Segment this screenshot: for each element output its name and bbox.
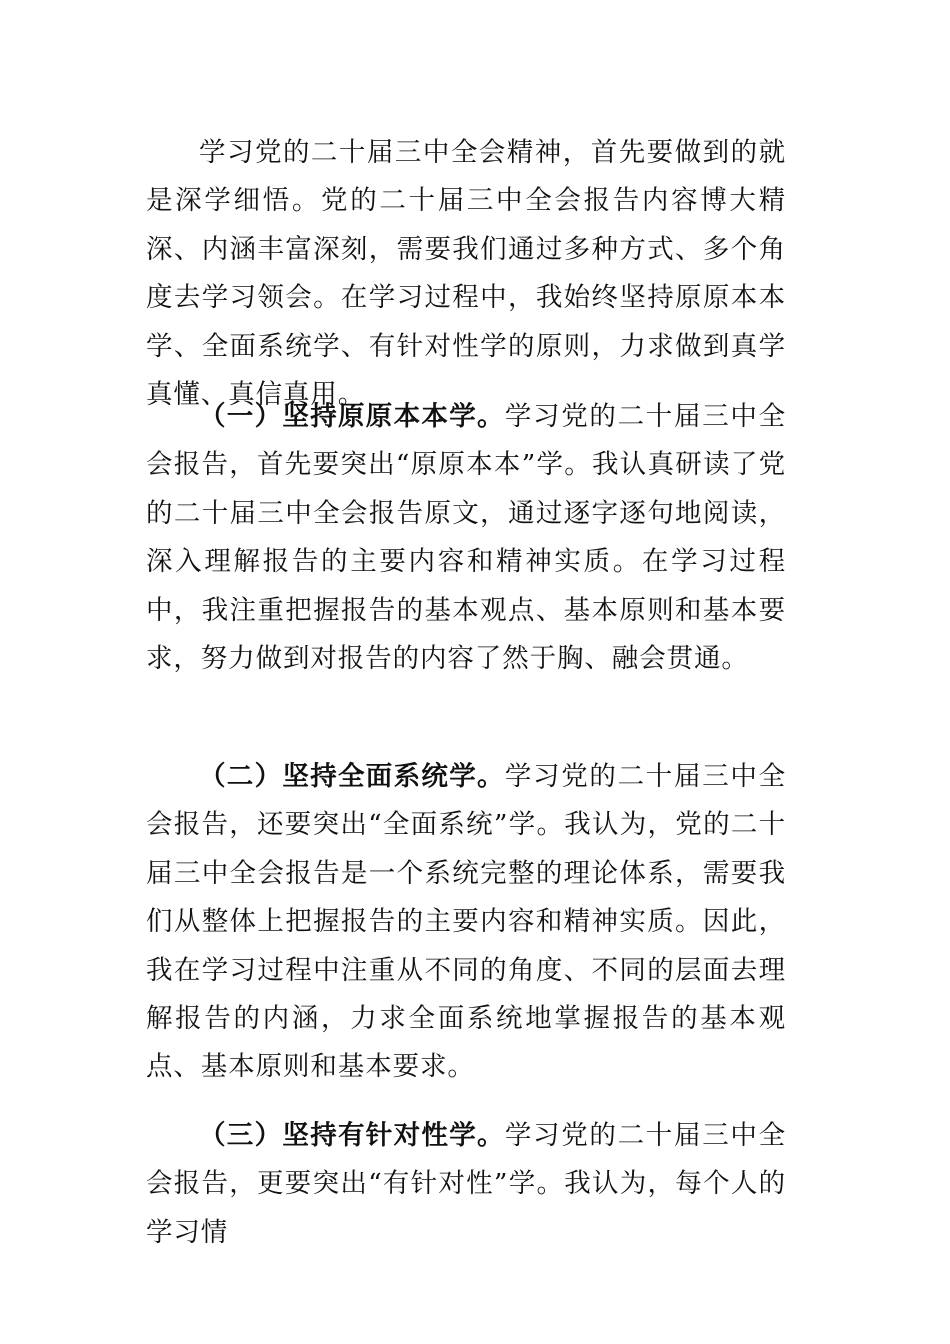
section-3-paragraph — [146, 1112, 786, 1257]
section-1-body: 学习党的二十届三中全会报告，首先要突出“原原本本”学。我认真研读了党的二十届三中全会报告原文，通过逐字逐句地阅读，深入理解报告的主要内容和精神实质。在学习过程中，我注重把握报告的基本观点、基本原则和基本要求，努力做到对报告的内容了然于胸、融会贯通。 — [146, 401, 787, 675]
section-1-paragraph — [146, 393, 786, 683]
section-1-heading: （一）坚持原原本本学。 — [199, 401, 505, 432]
section-3-body: 学习党的二十届三中全会报告，更要突出“有针对性”学。我认为，每个人的学习情 — [146, 1120, 787, 1248]
section-2-body: 学习党的二十届三中全会报告，还要突出“全面系统”学。我认为，党的二十届三中全会报告是一个系统完整的理论体系，需要我们从整体上把握报告的主要内容和精神实质。因此，我在学习过程中注重从不同的角度、不同的层面去理解报告的内涵，力求全面系统地掌握报告的基本观点、基本原则和基本要求。 — [146, 761, 787, 1083]
section-2-heading: （二）坚持全面系统学。 — [199, 761, 505, 792]
section-3-heading: （三）坚持有针对性学。 — [199, 1120, 505, 1151]
intro-paragraph: 学习党的二十届三中全会精神，首先要做到的就是深学细悟。党的二十届三中全会报告内容博大精深、内涵丰富深刻，需要我们通过多种方式、多个角度去学习领会。在学习过程中，我始终坚持原原本本学、全面系统学、有针对性学的原则，力求做到真学真懂、真信真用。 — [146, 137, 786, 411]
section-2-paragraph — [146, 753, 786, 1092]
